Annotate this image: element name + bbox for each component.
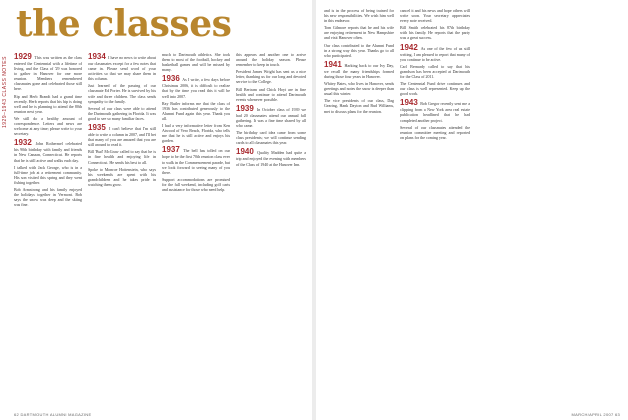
- class-note-text: Whitey Bates, who lives in Hanover, sends greetings and notes the snow is deeper than usual this winter.: [324, 81, 394, 97]
- class-year: 1937: [162, 145, 184, 155]
- class-note-text: In October class of 1939 we had 20 classmates attend our annual fall gathering. It was a fine time shared by all who came.: [236, 106, 306, 129]
- class-note-entry: [236, 104, 306, 128]
- right-column-1: [324, 8, 394, 116]
- class-year: 1932: [14, 138, 36, 148]
- class-year: 1939: [236, 103, 257, 113]
- section-title: the classes: [16, 3, 232, 45]
- class-note-entry: [14, 165, 82, 185]
- class-note-text: This was written as the class entered the Centennial with a lifetime of living, and the Class of '29 was honored to gather in Hanover for one more reunion. Members remembered classmates gone and celebrated those still here.: [14, 55, 82, 92]
- class-note-entry: [400, 43, 470, 62]
- class-note-text: Carl Bernardy called to say that his grandson has been accepted at Dartmouth for the Class of 2011.: [400, 63, 470, 79]
- class-note-entry: [324, 43, 394, 58]
- class-note-text: The birthday card idea came from some class presidents; we will continue sending cards to all classmates this year.: [236, 130, 306, 146]
- class-note-entry: [324, 81, 394, 96]
- class-year: 1941: [324, 59, 345, 69]
- class-note-entry: [400, 64, 470, 79]
- class-note-entry: [324, 98, 394, 113]
- class-note-text: Several of our class were able to attend the Dartmouth gathering in Florida. It was good to see so many familiar faces.: [88, 105, 156, 121]
- class-note-entry: [14, 52, 82, 92]
- class-note-text: Support accommodations are promised for the fall weekend, including golf carts and assistance for those who need help.: [162, 176, 230, 192]
- class-note-entry: [324, 8, 394, 23]
- class-note-entry: [162, 74, 230, 98]
- class-note-text: I talked with Jack George, who is in a full-time job at a retirement community. His son visited this spring and they went fishing together.: [14, 164, 82, 185]
- class-note-text: Tom Gilmore reports that he and his wife are enjoying retirement in New Hampshire and visit Hanover often.: [324, 25, 394, 41]
- class-note-text: We still do a healthy amount of correspondence. Letters and news are welcome at any time; please write to your secretary.: [14, 115, 82, 137]
- left-footer: 62 DARTMOUTH ALUMNI MAGAZINE: [14, 412, 92, 417]
- class-note-text: Harking back to our Ivy Day, we recall the many friendships formed during those four years in Hanover.: [324, 62, 394, 79]
- class-note-text: much to Dartmouth athletics. She took them to most of the football, hockey and basketball games and will be missed by many.: [162, 52, 230, 73]
- class-note-entry: [324, 25, 394, 40]
- class-note-entry: [400, 125, 470, 140]
- class-note-entry: [400, 25, 470, 40]
- left-column-1: [14, 52, 82, 209]
- class-note-entry: [236, 69, 306, 84]
- class-note-entry: [162, 177, 230, 192]
- class-note-text: cancel it and his news and hope others will write soon. Your secretary appreciates every note received.: [400, 8, 470, 24]
- left-column-2: [88, 52, 156, 189]
- class-note-text: President James Wright has sent us a nice letter, thanking us for our long and devoted service to the College.: [236, 69, 306, 85]
- left-page: [0, 0, 312, 420]
- class-note-text: Bill Bertram and Chick Hoyt are in fine health and continue to attend Dartmouth events whenever possible.: [236, 86, 306, 102]
- class-note-text: The vice presidents of our class, Dag Gearing, Hank Dayton and Bud Williams, met to discuss plans for the reunion.: [324, 98, 394, 114]
- class-note-entry: [236, 130, 306, 145]
- class-note-entry: [400, 98, 470, 122]
- class-note-text: I had a very informative letter from Ken Atwood of Vero Beach, Florida, who tells me that he is still active and enjoys his garden.: [162, 123, 230, 144]
- class-note-text: Ray Butler informs me that the class of 1936 has contributed generously to the Alumni Fund again this year. Thank you all.: [162, 100, 230, 121]
- class-note-entry: [236, 87, 306, 102]
- class-note-text: John Rothermel celebrated his 90th birthday with family and friends in New Canaan, Connecticut. He reports that he is still active and walks each day.: [14, 141, 82, 163]
- class-note-text: this appears and another one to arrive around the holiday season. Please remember to keep in touch.: [236, 52, 306, 68]
- class-note-text: As I write, a few days before Christmas 2006, it is difficult to realize that by the time you read this it will be well into 2007.: [162, 77, 230, 99]
- class-note-entry: [162, 101, 230, 121]
- class-year: 1936: [162, 74, 183, 84]
- class-note-entry: [400, 8, 470, 23]
- right-footer: MARCH/APRIL 2007 63: [571, 412, 620, 417]
- class-note-text: The bell has tolled on our hope to be the first 70th reunion class ever to walk in the Commencement parade, but we look forward to seeing many of you there.: [162, 148, 230, 175]
- class-note-entry: [162, 145, 230, 174]
- class-note-text: Bill 'Bud' McGraw called to say that he is in fine health and enjoying life in Connecticut. He sends his best to all.: [88, 149, 156, 165]
- class-note-entry: [88, 149, 156, 164]
- class-note-text: Several of our classmates attended the reunion committee meeting and reported on plans for the coming year.: [400, 124, 470, 140]
- class-note-text: I can't believe that I'm still able to write a column in 2007, and I'll bet that many of you are amazed that you are still around to read it.: [88, 126, 156, 148]
- class-note-text: I have no news to write about our classmates except for a few notes that came in. Please send word of your activities so that we may share them in this column.: [88, 55, 156, 82]
- class-note-text: Spoke to Monroe Hottenstein, who says his weekends are spent with his grandchildren and he takes pride in watching them grow.: [88, 166, 156, 187]
- class-note-entry: [88, 52, 156, 81]
- class-note-text: Bill Smith celebrated his 87th birthday with his family. He reports that the party was a great success.: [400, 25, 470, 41]
- class-note-entry: [88, 106, 156, 121]
- class-note-entry: [88, 167, 156, 187]
- class-note-entry: [162, 52, 230, 72]
- class-note-entry: [324, 60, 394, 79]
- class-note-entry: [400, 81, 470, 96]
- class-note-text: Quality Madden had quite a trip and enjoyed the evening with members of the Class of 1940 at the Hanover Inn.: [236, 150, 306, 167]
- class-note-text: Rip and Herb Brandt had a grand time recently. Herb reports that his hip is doing well and he is planning to attend the 80th reunion next year.: [14, 93, 82, 114]
- side-label-text: 1929–1943 CLASS NOTES: [2, 56, 8, 128]
- class-note-text: Just learned of the passing of our classmate Ed Porter. He is survived by his wife and three children. The class sends sympathy to the family.: [88, 83, 156, 104]
- left-column-3: [162, 52, 230, 194]
- class-year: 1940: [236, 147, 258, 157]
- class-note-text: As one of the few of us still writing, I am pleased to report that many of you continue to be active.: [400, 45, 470, 62]
- class-year: 1935: [88, 123, 109, 133]
- class-note-entry: [88, 123, 156, 147]
- class-note-text: Our class contributed to the Alumni Fund in a strong way this year. Thanks go to all who participated.: [324, 42, 394, 58]
- class-note-entry: [14, 138, 82, 162]
- class-note-text: and is in the process of being trained for his new responsibilities. We wish him well in this endeavor.: [324, 8, 394, 24]
- class-year: 1929: [14, 52, 35, 61]
- side-label: [2, 8, 10, 128]
- class-note-entry: [236, 52, 306, 67]
- class-note-entry: [236, 147, 306, 166]
- class-note-text: Bob Gregor recently sent me a clipping from a New York area real estate publication headlined that he had completed another project.: [400, 101, 470, 123]
- right-page: [316, 0, 628, 420]
- class-year: 1942: [400, 42, 421, 52]
- class-year: 1943: [400, 98, 421, 108]
- class-note-entry: [14, 94, 82, 114]
- class-note-entry: [14, 187, 82, 207]
- class-note-entry: [162, 123, 230, 143]
- left-column-4: [236, 52, 306, 169]
- class-note-text: Bob Armstrong and his family enjoyed the holidays together in Vermont. Bob says the snow was deep and the skiing was fine.: [14, 186, 82, 208]
- class-note-entry: [14, 116, 82, 136]
- right-column-2: [400, 8, 470, 142]
- class-note-entry: [88, 83, 156, 103]
- class-note-text: The Centennial Fund drive continues and our class is well represented. Keep up the good work.: [400, 81, 470, 97]
- class-year: 1934: [88, 52, 109, 61]
